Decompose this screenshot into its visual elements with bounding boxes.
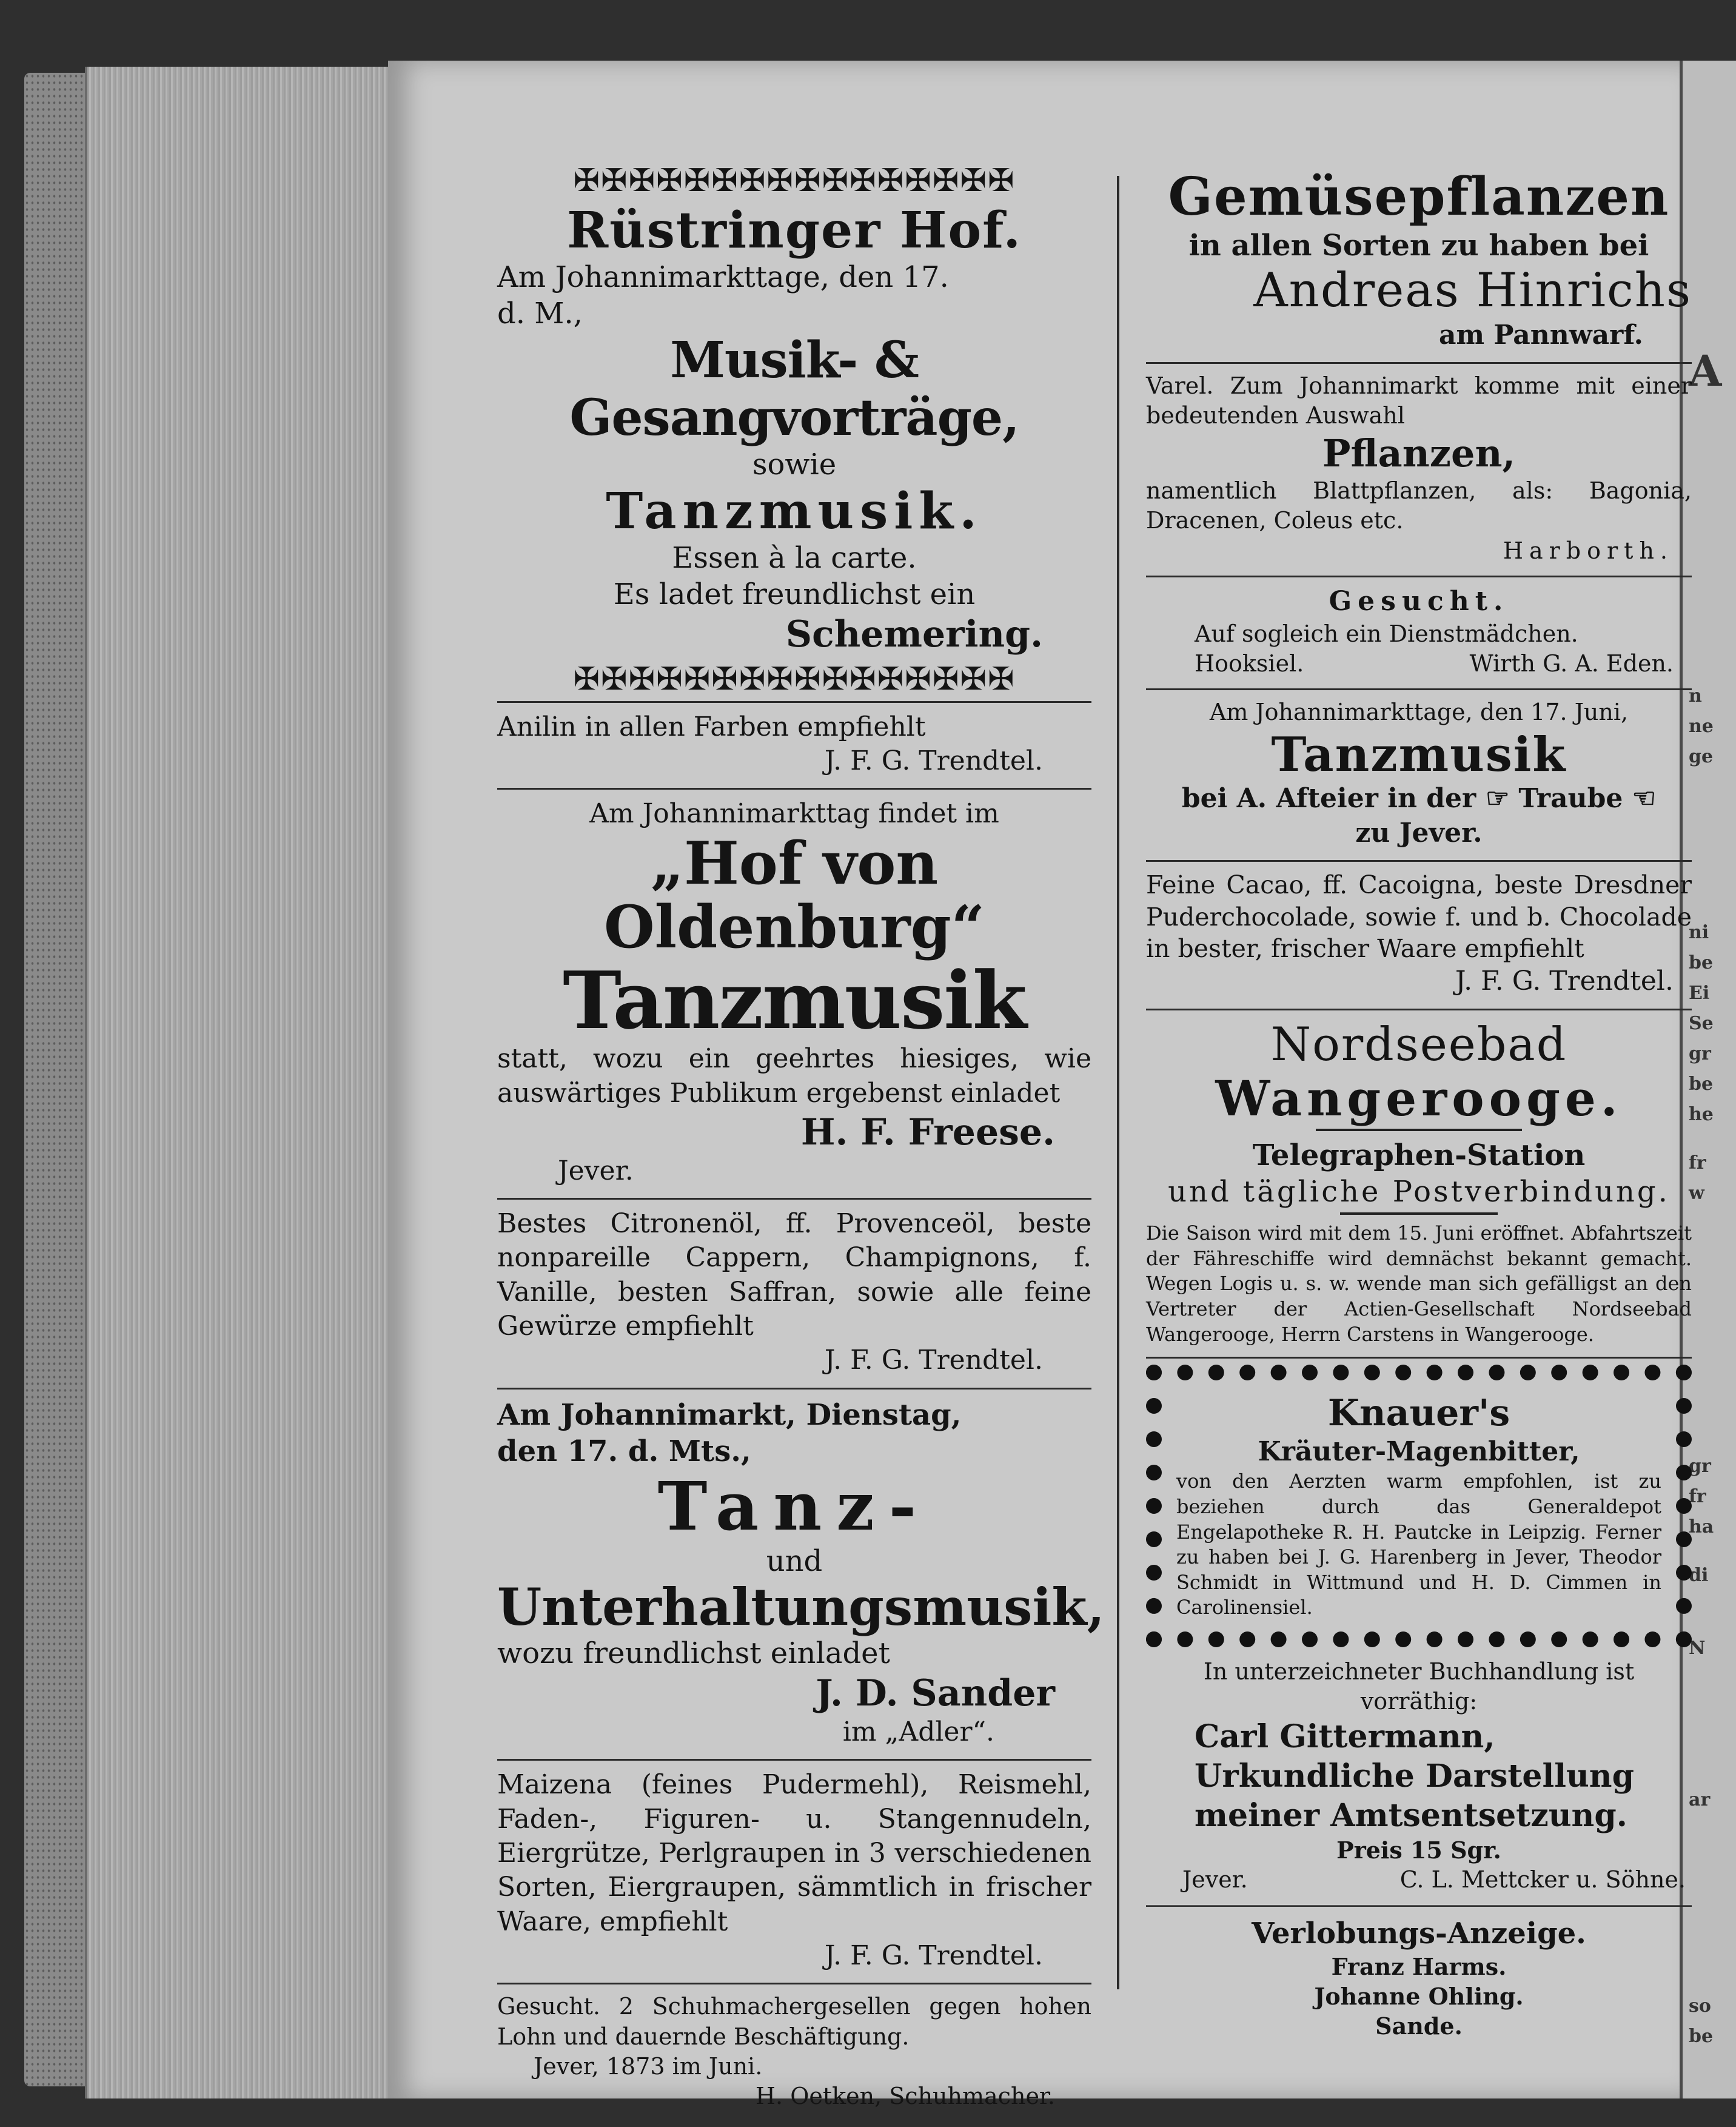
ad-signature: H. Oetken, Schuhmacher. <box>755 2083 1055 2110</box>
ad-line: Am Johannimarkt, Dienstag, <box>497 1397 962 1432</box>
ad-cacao <box>1146 865 1692 1005</box>
ad-place: Hooksiel. <box>1195 650 1304 677</box>
strip-fragment: so <box>1689 1995 1711 2017</box>
ad-title: Knauer's <box>1327 1392 1510 1435</box>
ad-gesucht-dienstmaedchen <box>1146 581 1692 685</box>
strip-fragment: n <box>1689 685 1702 707</box>
short-divider <box>1340 1212 1498 1215</box>
strip-fragment: Se <box>1689 1013 1714 1034</box>
divider <box>497 1388 1091 1389</box>
ad-sander <box>497 1393 1105 1756</box>
strip-fragment: di <box>1689 1565 1709 1586</box>
ad-signature: J. D. Sander <box>816 1672 1055 1715</box>
ad-line: und tägliche Postverbindung. <box>1168 1175 1670 1209</box>
ad-title: Gemüsepflanzen <box>1168 166 1670 227</box>
ad-line: Am Johannimarkttage, den 17. Juni, <box>1209 699 1629 726</box>
ad-place: im „Adler“. <box>842 1716 994 1748</box>
divider <box>1146 1357 1692 1359</box>
ad-headline: Musik- & Gesangvorträge, <box>569 331 1019 447</box>
divider <box>497 1983 1091 1984</box>
strip-fragment: w <box>1689 1183 1704 1204</box>
strip-fragment: ge <box>1689 746 1714 767</box>
divider <box>1146 576 1692 577</box>
ad-line: In unterzeichneter Buchhandlung ist vorräthig: <box>1203 1658 1635 1715</box>
ad-place: Sande. <box>1375 2012 1463 2040</box>
ad-text: Gesucht. 2 Schuhmachergesellen gegen hohen Lohn und dauernde Beschäftigung. <box>497 1993 1091 2050</box>
ad-signature: J. F. G. Trendtel. <box>824 745 1043 776</box>
ornament-border: ✠✠✠✠✠✠✠✠✠✠✠✠✠✠✠✠ <box>573 164 1016 199</box>
divider <box>497 701 1091 703</box>
ad-footer <box>1146 649 1692 679</box>
ad-text: Varel. Zum Johannimarkt komme mit einer bedeutenden Auswahl <box>1146 372 1692 429</box>
ad-verlobung <box>1146 1912 1692 2048</box>
ad-line: wozu freundlichst einladet <box>497 1636 890 1671</box>
ad-line: Essen à la carte. <box>672 541 917 576</box>
pointing-hand-icon: ☜ <box>1485 783 1510 815</box>
right-column <box>1146 164 1692 2048</box>
ad-text: Bestes Citronenöl, ff. Provenceöl, beste nonpareille Cappern, Champignons, f. Vanille, besten Saffran, sowie alle feine Gewürze empfiehlt <box>497 1208 1091 1342</box>
divider <box>497 1759 1091 1761</box>
ad-headline: Tanzmusik <box>563 953 1026 1047</box>
ad-headline: Tanzmusik. <box>606 482 983 541</box>
ad-text: Anilin in allen Farben empfiehlt <box>497 711 926 742</box>
strip-fragment: ne <box>1689 716 1714 737</box>
ad-title: Pflanzen, <box>1322 431 1516 475</box>
ad-signature: H. F. Freese. <box>800 1111 1055 1154</box>
ad-line <box>1146 782 1692 816</box>
ad-footer <box>1146 1865 1692 1895</box>
strip-fragment: he <box>1689 1104 1714 1125</box>
strip-fragment: N <box>1689 1638 1706 1659</box>
ad-signature: C. L. Mettcker u. Söhne. <box>1399 1866 1686 1893</box>
ad-price: Preis 15 Sgr. <box>1336 1836 1501 1864</box>
ad-title: „Hof von Oldenburg“ <box>604 828 985 962</box>
ornament-border: ✠✠✠✠✠✠✠✠✠✠✠✠✠✠✠✠ <box>573 662 1016 697</box>
ad-title: Verlobungs-Anzeige. <box>1252 1916 1586 1951</box>
divider <box>1146 688 1692 690</box>
ad-place: Jever. <box>558 1155 634 1186</box>
ad-line: sowie <box>752 448 837 482</box>
ad-name: Johanne Ohling. <box>1314 1982 1524 2010</box>
ad-pflanzen-harborth <box>1146 368 1692 572</box>
ad-line: in allen Sorten zu haben bei <box>1188 228 1649 263</box>
ad-knauers-frame <box>1146 1365 1692 1647</box>
strip-fragment: ni <box>1689 922 1709 943</box>
ad-title: Gesucht. <box>1329 586 1509 617</box>
left-column <box>497 164 1105 2118</box>
ad-wangerooge <box>1146 1014 1692 1353</box>
ad-subtitle: Kräuter-Magenbitter, <box>1258 1436 1580 1468</box>
strip-fragment: be <box>1689 2026 1714 2047</box>
ad-traube: Traube <box>1518 783 1623 815</box>
strip-fragment: Ei <box>1689 983 1710 1004</box>
ad-text: von den Aerzten warm empfohlen, ist zu beziehen durch das Generaldepot Engelapotheke R. H. Pautcke in Leipzig. Ferner zu haben bei J. G. Harenberg in Jever, Theodor Schmidt in Wittmund und H. D. Cimmen in Carolinensiel. <box>1176 1470 1661 1619</box>
divider <box>497 1198 1091 1200</box>
ad-line: Am Johannimarkttage, den 17. <box>497 260 949 295</box>
column-divider <box>1117 176 1119 1989</box>
ad-text: Die Saison wird mit dem 15. Juni eröffnet. Abfahrtszeit der Fähreschiffe wird demnächst bekannt gemacht. Wegen Logis u. s. w. wende man sich gefälligst an den Vertreter der Actien-Gesellschaft Nordseebad Wangerooge, Herrn Carstens in Wangerooge. <box>1146 1221 1692 1346</box>
ad-headline: Tanz- <box>657 1467 931 1545</box>
page-stack <box>85 67 403 2098</box>
ad-line: zu Jever. <box>1355 817 1483 848</box>
strip-fragment: fr <box>1689 1152 1706 1174</box>
ad-signature: J. F. G. Trendtel. <box>1455 966 1674 997</box>
divider <box>497 788 1091 790</box>
ad-gittermann <box>1146 1653 1692 1901</box>
divider <box>1146 1009 1692 1010</box>
ad-place: Jever. <box>1182 1866 1248 1893</box>
strip-fragment: fr <box>1689 1486 1706 1507</box>
ad-citronenoel <box>497 1203 1091 1384</box>
ad-line: den 17. d. Mts., <box>497 1434 751 1468</box>
ad-maizena <box>497 1764 1091 1979</box>
ad-title: Carl Gittermann, Urkundliche Darstellung meiner Amtsentsetzung. <box>1195 1718 1634 1834</box>
ad-name: Andreas Hinrichs <box>1253 263 1692 318</box>
ad-tanzmusik-traube <box>1146 694 1692 856</box>
strip-fragment: ar <box>1689 1789 1711 1810</box>
ad-signature: J. F. G. Trendtel. <box>824 1940 1043 1971</box>
strip-fragment: be <box>1689 952 1714 973</box>
ad-line: Am Johannimarkttag findet im <box>589 798 999 830</box>
divider <box>1146 1905 1692 1908</box>
ad-place: Jever, 1873 im Juni. <box>534 2053 763 2080</box>
ad-gemuesepflanzen <box>1146 164 1692 358</box>
divider <box>1146 362 1692 364</box>
ad-hof-von-oldenburg <box>497 793 1091 1194</box>
divider <box>1146 860 1692 862</box>
ad-line-text: bei A. Afteier in der <box>1181 783 1476 815</box>
ad-title: Wangerooge. <box>1215 1070 1623 1127</box>
strip-fragment: gr <box>1689 1043 1711 1064</box>
ad-anilin <box>497 707 1091 785</box>
ad-text: statt, wozu ein geehrtes hiesiges, wie auswärtiges Publikum ergebenst einladet <box>497 1043 1091 1109</box>
ad-text: Auf sogleich ein Dienstmädchen. <box>1195 620 1578 647</box>
ad-text: Maizena (feines Pudermehl), Reismehl, Faden-, Figuren- u. Stangennudeln, Eiergrütze, Perlgraupen in 3 verschiedenen Sorten, Eiergraupen, sämmtlich in frischer Waare, empfiehlt <box>497 1769 1091 1937</box>
ad-line: d. M., <box>497 297 583 331</box>
ad-title: Rüstringer Hof. <box>566 201 1022 260</box>
strip-fragment: be <box>1689 1074 1714 1095</box>
ad-headline: Tanzmusik <box>1271 727 1567 782</box>
ad-line: Es ladet freundlichst ein <box>613 577 976 612</box>
strip-fragment: A <box>1689 346 1722 396</box>
ad-signature: J. F. G. Trendtel. <box>824 1345 1043 1376</box>
strip-fragment: gr <box>1689 1456 1711 1477</box>
ad-line: Telegraphen-Station <box>1252 1138 1586 1173</box>
ad-headline: Unterhaltungsmusik, <box>497 1576 1105 1637</box>
ad-title: Nordseebad <box>1270 1016 1567 1071</box>
short-divider <box>1316 1129 1522 1131</box>
ad-place: am Pannwarf. <box>1438 319 1643 351</box>
pointing-hand-icon: ☜ <box>1632 783 1657 815</box>
ad-line: und <box>766 1544 823 1578</box>
strip-fragment: ha <box>1689 1516 1714 1537</box>
ad-text: namentlich Blattpflanzen, als: Bagonia, Dracenen, Coleus etc. <box>1146 477 1692 534</box>
ad-signature: Schemering. <box>785 613 1043 656</box>
ad-text: Feine Cacao, ff. Cacoigna, beste Dresdner Puderchocolade, sowie f. und b. Chocolade in bester, frischer Waare empfiehlt <box>1146 870 1692 963</box>
ad-ruestringer-hof <box>497 198 1091 662</box>
ad-signature: Harborth. <box>1503 537 1674 564</box>
ad-name: Franz Harms. <box>1331 1952 1507 1980</box>
ad-signature: Wirth G. A. Eden. <box>1469 650 1674 677</box>
ad-gesucht-schuhmacher <box>497 1988 1091 2118</box>
